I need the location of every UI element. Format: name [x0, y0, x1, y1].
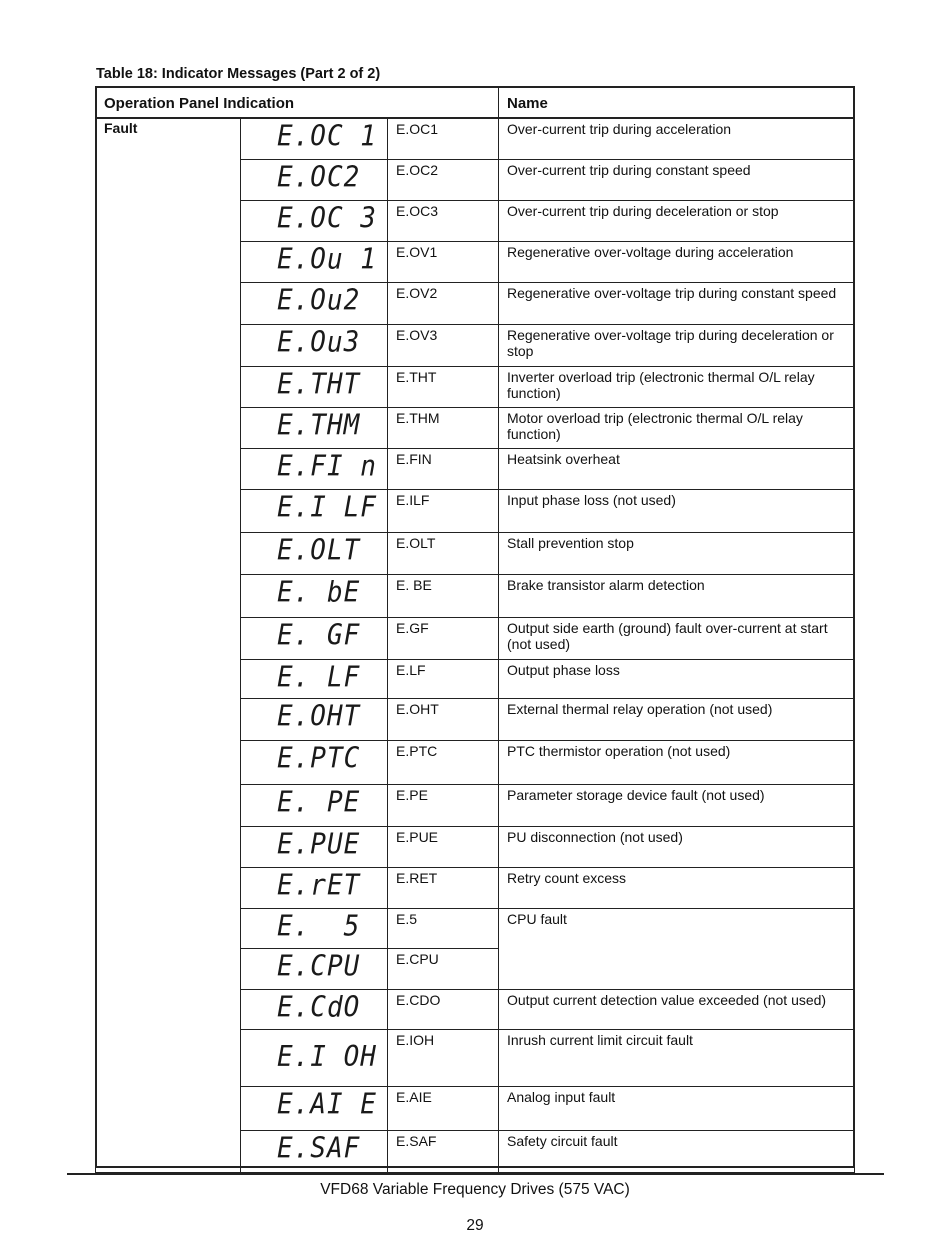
- name-cell: Inrush current limit circuit fault: [499, 1029, 855, 1086]
- segment-display: E.OLT: [241, 530, 388, 576]
- footer-rule: [67, 1173, 884, 1175]
- segment-display: E.I LF: [241, 487, 388, 534]
- segment-display: E.PUE: [241, 824, 388, 869]
- code-cell: E. BE: [388, 574, 499, 617]
- code-cell: E.SAF: [388, 1130, 499, 1172]
- name-cell: Regenerative over-voltage during acceleration: [499, 241, 855, 282]
- name-cell: Input phase loss (not used): [499, 489, 855, 532]
- code-cell: E.OV3: [388, 324, 499, 366]
- segment-display: E.AI E: [241, 1084, 388, 1132]
- code-cell: E.OHT: [388, 698, 499, 740]
- name-cell: Retry count excess: [499, 867, 855, 908]
- code-cell: E.OV2: [388, 282, 499, 324]
- code-cell: E.OV1: [388, 241, 499, 282]
- code-cell: E.RET: [388, 867, 499, 908]
- segment-display: E. GF: [241, 615, 388, 661]
- code-cell: E.PE: [388, 784, 499, 826]
- segment-display: E.SAF: [241, 1128, 388, 1174]
- code-cell: E.AIE: [388, 1086, 499, 1130]
- name-cell: Parameter storage device fault (not used): [499, 784, 855, 826]
- header-indication: Operation Panel Indication: [96, 87, 499, 119]
- code-cell: E.ILF: [388, 489, 499, 532]
- code-cell: E.OC3: [388, 200, 499, 241]
- segment-display: E. bE: [241, 572, 388, 619]
- segment-display: E.Ou2: [241, 280, 388, 326]
- code-cell: E.OC1: [388, 118, 499, 159]
- segment-display: E.THM: [241, 405, 388, 450]
- name-cell: Output phase loss: [499, 659, 855, 698]
- code-cell: E.CDO: [388, 989, 499, 1029]
- segment-display: E.OHT: [241, 696, 388, 742]
- segment-display: E. LF: [241, 657, 388, 700]
- code-cell: E.PUE: [388, 826, 499, 867]
- code-cell: E.OLT: [388, 532, 499, 574]
- name-cell: PU disconnection (not used): [499, 826, 855, 867]
- name-cell: External thermal relay operation (not used): [499, 698, 855, 740]
- segment-display: E.FI n: [241, 446, 388, 491]
- code-cell: E.GF: [388, 617, 499, 659]
- segment-display: E.PTC: [241, 738, 388, 786]
- name-cell: Heatsink overheat: [499, 448, 855, 489]
- segment-display: E.THT: [241, 364, 388, 409]
- table-header-row: [96, 87, 855, 119]
- name-cell: Stall prevention stop: [499, 532, 855, 574]
- header-name: Name: [499, 87, 855, 119]
- category-fault: Fault: [96, 118, 241, 1172]
- segment-display: E.OC2: [241, 157, 388, 202]
- name-cell: PTC thermistor operation (not used): [499, 740, 855, 784]
- code-cell: E.THT: [388, 366, 499, 407]
- code-cell: E.FIN: [388, 448, 499, 489]
- code-cell: E.THM: [388, 407, 499, 448]
- segment-display: E.Ou 1: [241, 239, 388, 284]
- code-cell: E.IOH: [388, 1029, 499, 1086]
- indicator-messages-table: [95, 86, 855, 1173]
- page-number: 29: [466, 1217, 484, 1234]
- name-cell: Over-current trip during acceleration: [499, 118, 855, 159]
- segment-display: E.Ou3: [241, 322, 388, 368]
- name-cell: Regenerative over-voltage trip during deceleration or stop: [499, 324, 855, 366]
- code-cell: E.PTC: [388, 740, 499, 784]
- table-caption: Table 18: Indicator Messages (Part 2 of 2): [96, 66, 381, 82]
- segment-display: E.CPU: [241, 946, 388, 991]
- name-cell: Output side earth (ground) fault over-current at start (not used): [499, 617, 855, 659]
- name-cell: Analog input fault: [499, 1086, 855, 1130]
- segment-display: E. PE: [241, 782, 388, 828]
- segment-display: E.OC 1: [241, 116, 388, 161]
- code-cell: E.CPU: [388, 948, 499, 989]
- segment-display: E.rET: [241, 865, 388, 910]
- name-cell: Inverter overload trip (electronic thermal O/L relay function): [499, 366, 855, 407]
- segment-display: E.CdO: [241, 987, 388, 1031]
- name-cell: Motor overload trip (electronic thermal O/L relay function): [499, 407, 855, 448]
- footer-title: VFD68 Variable Frequency Drives (575 VAC): [320, 1181, 630, 1198]
- name-cell: Brake transistor alarm detection: [499, 574, 855, 617]
- name-cell: Over-current trip during constant speed: [499, 159, 855, 200]
- name-cell: Safety circuit fault: [499, 1130, 855, 1172]
- name-cell: Regenerative over-voltage trip during constant speed: [499, 282, 855, 324]
- code-cell: E.OC2: [388, 159, 499, 200]
- segment-display: E.OC 3: [241, 198, 388, 243]
- segment-display: E. 5: [241, 906, 388, 950]
- segment-display: E.I OH: [241, 1026, 388, 1089]
- table-row: [96, 118, 855, 159]
- code-cell: E.LF: [388, 659, 499, 698]
- name-cell: CPU fault: [499, 908, 855, 989]
- name-cell: Over-current trip during deceleration or stop: [499, 200, 855, 241]
- code-cell: E.5: [388, 908, 499, 948]
- name-cell: Output current detection value exceeded (not used): [499, 989, 855, 1029]
